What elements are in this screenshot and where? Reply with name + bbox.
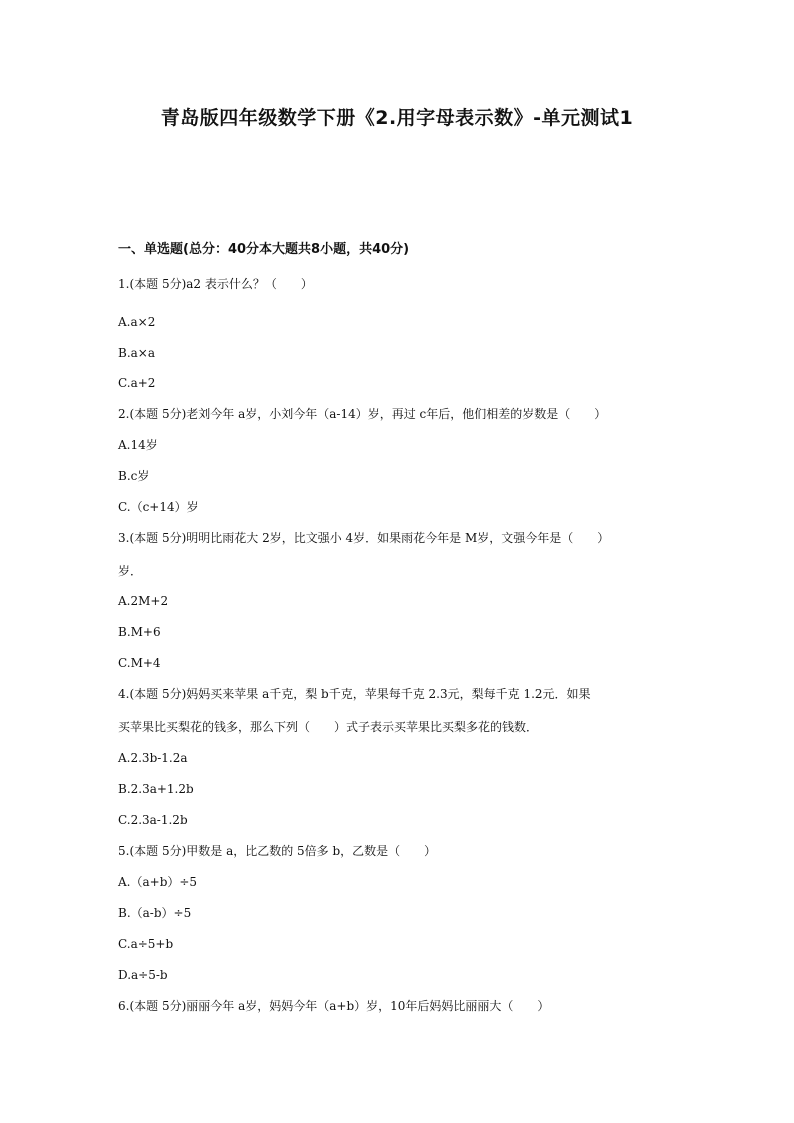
- question-5: 5.(本题 5分)甲数是 a，比乙数的 5倍多 b，乙数是（ ）: [118, 844, 437, 858]
- section-heading: 一、单选题(总分：40分本大题共8小题，共40分): [118, 242, 410, 257]
- q5-option-d: D.a÷5-b: [118, 968, 168, 982]
- q1-option-b: B.a×a: [118, 346, 155, 360]
- q5-option-c: C.a÷5+b: [118, 937, 174, 951]
- q2-option-b: B.c岁: [118, 469, 150, 483]
- question-6: 6.(本题 5分)丽丽今年 a岁，妈妈今年（a+b）岁，10年后妈妈比丽丽大（ ）: [118, 999, 550, 1013]
- question-3-continued: 岁．: [118, 564, 143, 578]
- question-4: 4.(本题 5分)妈妈买来苹果 a千克，梨 b千克，苹果每千克 2.3元，梨每千克 1.2元．如果: [118, 687, 591, 701]
- question-2: 2.(本题 5分)老刘今年 a岁，小刘今年（a-14）岁，再过 c年后，他们相差的岁数是（ ）: [118, 407, 607, 421]
- q3-option-a: A.2M+2: [118, 594, 169, 608]
- q2-option-a: A.14岁: [118, 438, 158, 452]
- q4-option-a: A.2.3b-1.2a: [118, 751, 188, 765]
- q4-option-c: C.2.3a-1.2b: [118, 813, 188, 827]
- q1-option-c: C.a+2: [118, 376, 156, 390]
- q4-option-b: B.2.3a+1.2b: [118, 782, 194, 796]
- document-title: 青岛版四年级数学下册《2.用字母表示数》-单元测试1: [160, 107, 634, 129]
- q2-option-c: C.（c+14）岁: [118, 500, 199, 514]
- q5-option-b: B.（a-b）÷5: [118, 906, 192, 920]
- q5-option-a: A.（a+b）÷5: [118, 875, 198, 889]
- question-3: 3.(本题 5分)明明比雨花大 2岁，比文强小 4岁．如果雨花今年是 M岁，文强今年是（ ）: [118, 531, 610, 545]
- q3-option-c: C.M+4: [118, 656, 161, 670]
- question-4-continued: 买苹果比买梨花的钱多，那么下列（ ）式子表示买苹果比买梨多花的钱数．: [118, 720, 539, 734]
- q1-option-a: A.a×2: [118, 315, 156, 329]
- question-1: 1.(本题 5分)a2 表示什么？（ ）: [118, 277, 313, 291]
- q3-option-b: B.M+6: [118, 625, 161, 639]
